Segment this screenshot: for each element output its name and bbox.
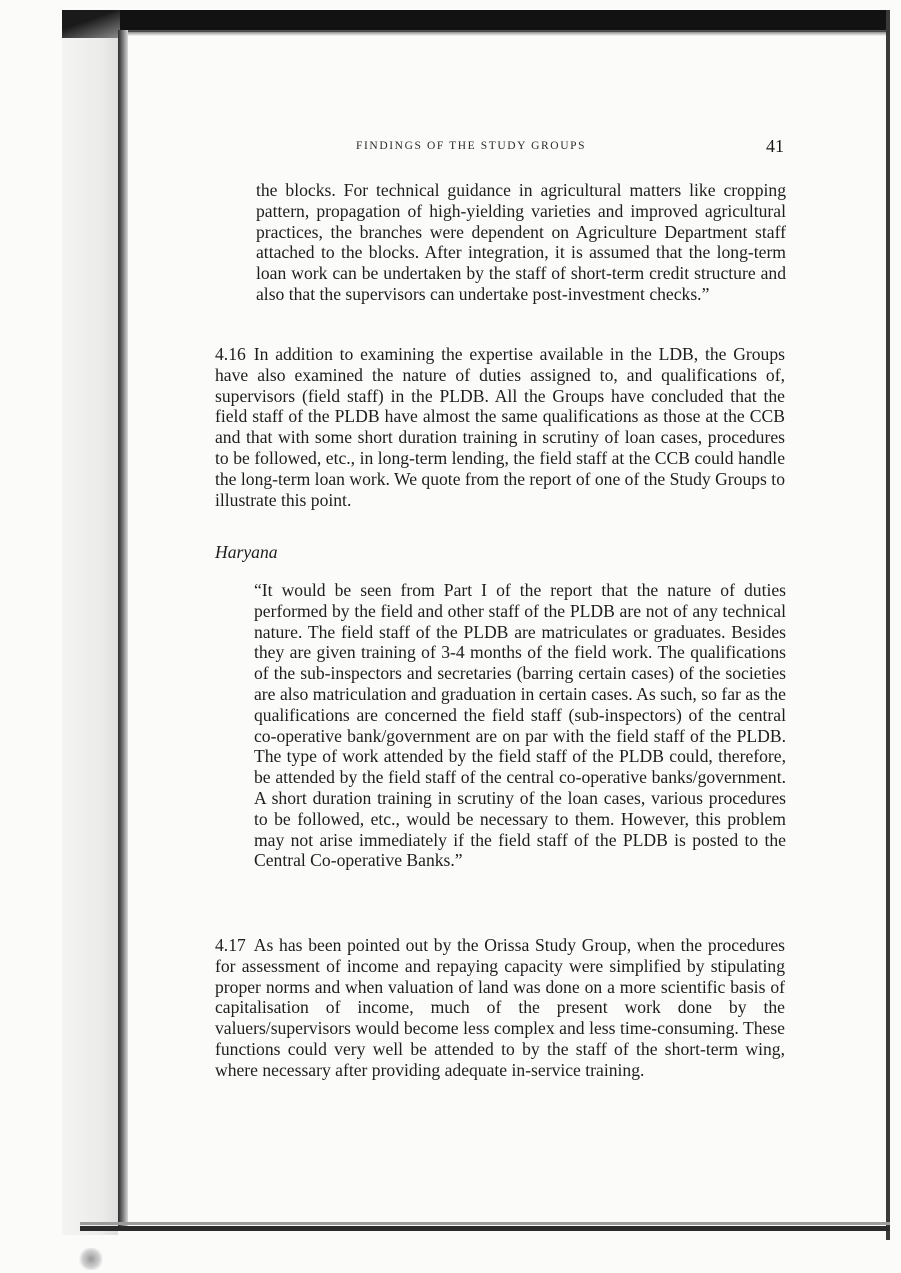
paragraph-text: As has been pointed out by the Orissa Study Group, when the procedures for assessment of income and repaying capacity were simplified by stipulating proper norms and when valuation of land was done on a more scientific basis of capitalisation of income, much of the present work done by the valuers/supervisors would become less complex and less time-consuming. These functions could very well be attended to by the staff of the short-term wing, where necessary after providing adequate in-service training. xyxy=(215,935,785,1080)
paragraph-number: 4.17 xyxy=(215,935,246,955)
scan-bottom-border xyxy=(80,1226,890,1231)
book-spine-edge xyxy=(118,30,128,1230)
page-number: 41 xyxy=(766,136,784,156)
paragraph-text: In addition to examining the expertise available in the LDB, the Groups have also examined the nature of duties assigned to, and qualifications of, supervisors (field staff) in the PLDB. All the Groups have concluded that the field staff of the PLDB have almost the same qualifications as those at the CCB and that with some short duration training in scrutiny of loan cases, procedures to be followed, etc., in long-term lending, the field staff at the CCB could handle the long-term loan work. We quote from the report of one of the Study Groups to illustrate this point. xyxy=(215,344,785,510)
binding-shadow xyxy=(62,10,118,1235)
scan-bottom-shadow xyxy=(80,1222,890,1225)
scan-top-border xyxy=(62,10,890,32)
scan-corner xyxy=(62,10,120,38)
section-heading: Haryana xyxy=(215,542,278,562)
paragraph-4-17 xyxy=(215,935,785,1081)
running-head: FINDINGS OF THE STUDY GROUPS xyxy=(356,140,587,152)
quote-continuation: the blocks. For technical guidance in agricultural matters like cropping pattern, propagation of high-yielding varieties and improved agricultural practices, the branches were dependent on Agriculture Department staff attached to the blocks. After integration, it is assumed that the long-term loan work can be undertaken by the staff of short-term credit structure and also that the supervisors can undertake post-investment checks.” xyxy=(256,180,786,304)
paragraph-number: 4.16 xyxy=(215,344,246,364)
scan-top-shadow xyxy=(62,30,890,36)
scan-speck xyxy=(78,1248,104,1270)
scan-right-border xyxy=(886,10,890,1240)
haryana-quote: “It would be seen from Part I of the report that the nature of duties performed by the field and other staff of the PLDB are not of any technical nature. The field staff of the PLDB are matriculates or graduates. Besides they are given training of 3-4 months of the field work. The qualifications of the sub-inspectors and secretaries (barring certain cases) of the societies are also matriculation and graduation in certain cases. As such, so far as the qualifications are concerned the field staff (sub-inspectors) of the central co-operative bank/government are on par with the field staff of the PLDB. The type of work attended by the field staff of the PLDB could, therefore, be attended by the field staff of the central co-operative banks/government. A short duration training in scrutiny of the loan cases, various procedures to be followed, etc., would be necessary to them. However, this problem may not arise immediately if the field staff of the PLDB is posted to the Central Co-operative Banks.” xyxy=(254,580,786,871)
paragraph-4-16 xyxy=(215,344,785,510)
